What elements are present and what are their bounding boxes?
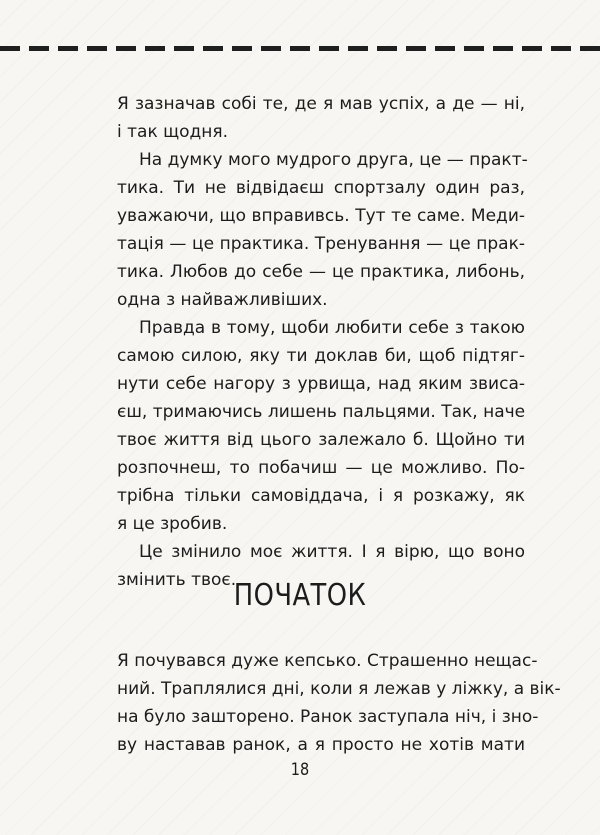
text-line: Це змінило моє життя. І я вірю, що воно: [139, 542, 525, 562]
text-line: я це зробив.: [117, 514, 228, 534]
text-line: твоє життя від цього залежало б. Щойно ти: [117, 430, 525, 450]
text-line: єш, тримаючись лишень пальцями. Так, наче: [117, 402, 526, 422]
text-line: На думку мого мудрого друга, це — практ-: [139, 150, 528, 170]
chapter-heading: ПОЧАТОК: [233, 578, 367, 613]
text-line: на було зашторено. Ранок заступала ніч, і зно-: [117, 707, 539, 727]
text-line: одна з найважливіших.: [117, 290, 328, 310]
text-line: змінить твоє.: [117, 570, 237, 590]
text-line: Правда в тому, щоби любити себе з такою: [139, 318, 525, 338]
text-line: тика. Ти не відвідаєш спортзалу один раз,: [117, 178, 525, 198]
text-line: ний. Траплялися дні, коли я лежав у ліжку, а вік-: [117, 679, 561, 699]
text-line: ву наставав ранок, а я просто не хотів мати: [117, 735, 525, 755]
page-number: 18: [290, 760, 310, 780]
paragraph: [117, 90, 525, 146]
text-line: нути себе нагору з урвища, над яким звиса-: [117, 374, 525, 394]
text-line: тація — це практика. Тренування — це прак-: [117, 234, 525, 254]
text-line: Я почувався дуже кепсько. Страшенно нещас-: [117, 651, 538, 671]
dashed-divider: [0, 46, 600, 51]
text-line: самою силою, яку ти доклав би, щоб підтяг-: [117, 346, 525, 366]
paragraph: [117, 647, 561, 759]
text-line: трібна тільки самовіддача, і я розкажу, як: [117, 486, 525, 506]
text-line: розпочнеш, то побачиш — це можливо. По-: [117, 458, 525, 478]
text-line: і так щодня.: [117, 122, 229, 142]
text-block-bottom: [117, 647, 561, 759]
text-block-top: [117, 90, 528, 594]
text-line: уважаючи, що вправивсь. Тут те саме. Меди-: [117, 206, 525, 226]
paragraph: [117, 314, 525, 538]
text-line: Я зазначав собі те, де я мав успіх, а де — ні,: [117, 94, 525, 114]
paragraph: [117, 146, 528, 314]
text-line: тика. Любов до себе — це практика, либонь,: [117, 262, 525, 282]
